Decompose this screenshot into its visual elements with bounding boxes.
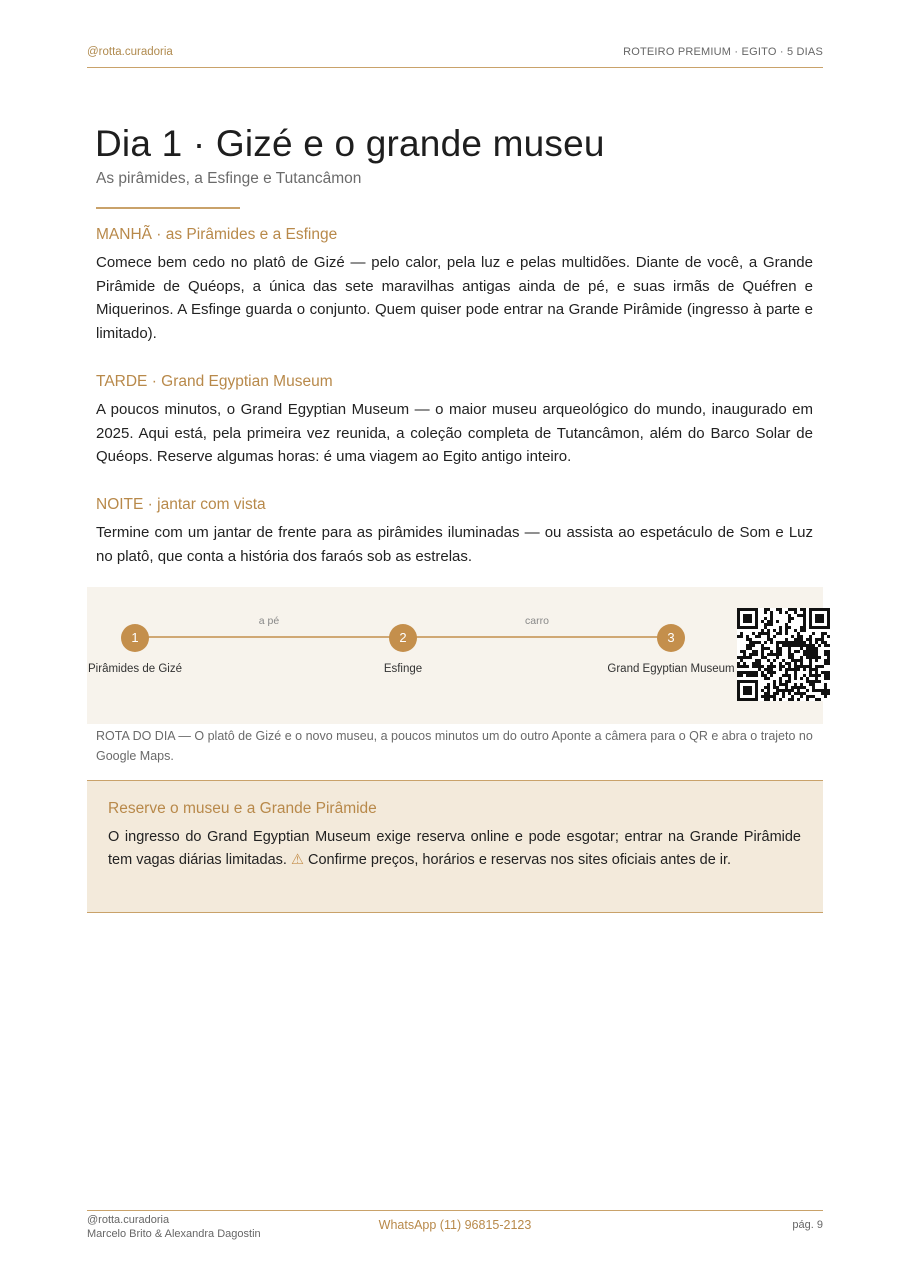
qr-code-icon[interactable]: [737, 608, 830, 701]
footer-whatsapp[interactable]: WhatsApp (11) 96815-2123: [378, 1218, 532, 1232]
callout-text: [108, 826, 801, 871]
header-guide-title: ROTEIRO PREMIUM · EGITO · 5 DIAS: [623, 46, 823, 58]
section-text-afternoon: A poucos minutos, o Grand Egyptian Museum — o maior museu arqueológico do mundo, inaugurado em 2025. Aqui está, pela primeira vez reunida, a coleção completa de Tutancâmon, além do Barco Solar de Quéops. Reserve algumas horas: é uma viagem ao Egito antigo inteiro.: [96, 401, 813, 465]
section-heading-afternoon: TARDE · Grand Egyptian Museum: [96, 373, 333, 390]
page-title: Dia 1 · Gizé e o grande museu: [95, 123, 605, 164]
route-stop-marker: 2: [389, 624, 417, 652]
route-stop-marker: 3: [657, 624, 685, 652]
route-line: [87, 587, 823, 724]
section-heading-night: NOITE · jantar com vista: [96, 496, 266, 513]
callout-text-after: Confirme preços, horários e reservas nos sites oficiais antes de ir.: [307, 851, 732, 868]
route-stop-label: Grand Egyptian Museum: [607, 663, 735, 675]
page-subtitle: As pirâmides, a Esfinge e Tutancâmon: [96, 170, 362, 187]
route-mode-label: a pé: [258, 615, 280, 627]
callout-text-main: O ingresso do Grand Egyptian Museum exige reserva online e pode esgotar; entrar na Grande Pirâmide tem vagas diárias limitadas.: [108, 829, 801, 868]
page-number: pág. 9: [792, 1219, 823, 1231]
route-stop-label: Pirâmides de Gizé: [88, 663, 182, 675]
page-header: [87, 46, 823, 68]
warning-icon: ⚠: [290, 851, 304, 868]
section-text-morning: Comece bem cedo no platô de Gizé — pelo calor, pela luz e pelas multidões. Diante de você, a Grande Pirâmide de Quéops, a única das sete maravilhas antigas ainda de pé, e suas irmãs de Quéfren e Miquerinos. A Esfinge guarda o conjunto. Quem quiser pode entrar na Grande Pirâmide (ingresso à parte e limitado).: [96, 254, 813, 342]
header-brand: @rotta.curadoria: [87, 46, 173, 58]
section-heading-morning: MANHÃ · as Pirâmides e a Esfinge: [96, 226, 338, 243]
route-stop-marker: 1: [121, 624, 149, 652]
route-mode-label: carro: [525, 615, 549, 627]
booking-callout: [87, 780, 823, 913]
callout-heading: Reserve o museu e a Grande Pirâmide: [108, 800, 377, 817]
route-stop-label: Esfinge: [383, 663, 423, 675]
section-text-night: Termine com um jantar de frente para as pirâmides iluminadas — ou assista ao espetáculo de Som e Luz no platô, que conta a história dos faraós sob as estrelas.: [96, 524, 813, 565]
page-footer: [87, 1210, 823, 1251]
route-map: [87, 587, 823, 724]
title-divider: [96, 207, 240, 209]
footer-authors: Marcelo Brito & Alexandra Dagostin: [87, 1228, 261, 1240]
footer-handle: @rotta.curadoria: [87, 1214, 170, 1226]
route-caption: ROTA DO DIA — O platô de Gizé e o novo museu, a poucos minutos um do outro Aponte a câmera para o QR e abra o trajeto no Google Maps.: [96, 729, 813, 763]
